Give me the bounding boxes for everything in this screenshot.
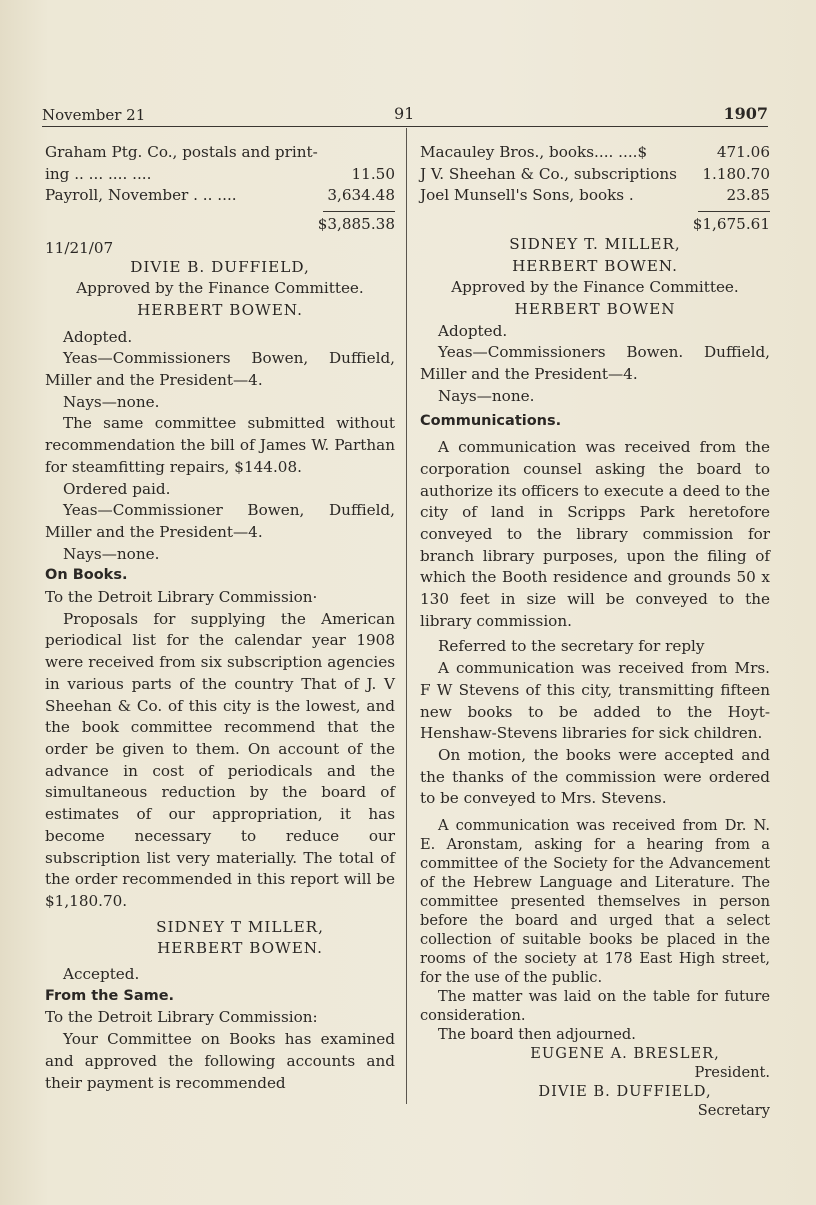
page-header <box>42 102 768 127</box>
signature: HERBERT BOWEN. <box>137 300 303 319</box>
dense-section <box>420 816 770 1120</box>
signature: SIDNEY T. MILLER, <box>509 234 681 253</box>
adopted-line: Adopted. <box>63 327 133 346</box>
account-amount: 11.50 <box>351 164 395 183</box>
ordered-line: Ordered paid. <box>63 479 171 498</box>
date-line: 11/21/07 <box>45 238 114 257</box>
account-amount: 23.85 <box>726 186 770 205</box>
salutation: To the Detroit Library Commission· <box>45 588 318 607</box>
nays-line: Nays—none. <box>438 386 535 405</box>
adjourned-line: The board then adjourned. <box>438 1026 636 1044</box>
account-label: Macauley Bros., books.... ....$ <box>420 143 648 161</box>
account-total: $3,885.38 <box>317 215 395 234</box>
paragraph: The same committee submitted without recommendation the bill of James W. Parthan for steamfitting repairs, $144.08. <box>45 414 395 476</box>
account-label: Joel Munsell's Sons, books . <box>420 186 634 205</box>
account-amount: 471.06 <box>716 143 770 161</box>
signature: HERBERT BOWEN. <box>157 939 323 958</box>
section-heading: On Books. <box>45 567 128 584</box>
paragraph: A communication was received from Mrs. F W Stevens of this city, transmitting fifteen new books to be added to the Hoyt-Henshaw-Stevens libraries for sick children. <box>420 659 770 743</box>
signature: SIDNEY T MILLER, <box>156 917 324 936</box>
account-amount: 1.180.70 <box>702 164 770 183</box>
right-column <box>420 142 770 1120</box>
account-total: $1,675.61 <box>692 215 770 234</box>
accepted-line: Accepted. <box>63 965 140 984</box>
column-divider <box>406 128 407 1104</box>
paragraph: A communication was received from Dr. N. E. Aronstam, asking for a hearing from a committee of the Society for the Advancement of the Hebrew Language and Literature. The committee presented themselves in person before the board and urged that a select collection of suitable books be placed in the rooms of the society at 178 East High street, for the use of the public. <box>420 817 770 987</box>
account-line: Graham Ptg. Co., postals and print- <box>45 143 318 161</box>
account-row <box>420 164 770 186</box>
approval-line: Approved by the Finance Committee. <box>451 278 739 297</box>
referred-line: Referred to the secretary for reply <box>438 637 705 656</box>
signature-title: Secretary <box>697 1102 770 1120</box>
signature: HERBERT BOWEN. <box>512 256 678 275</box>
account-label: J V. Sheehan & Co., subscriptions <box>420 164 677 183</box>
paragraph: A communication was received from the corporation counsel asking the board to authorize its officers to execute a deed to the city of land in Scripps Park heretofore conveyed to the library commission for branch library purposes, upon the filing of which the Booth residence and grounds 50 x 130 feet in size will be conveyed to the library commission. <box>420 438 770 630</box>
signature-title: President. <box>694 1064 770 1082</box>
header-date: November 21 <box>42 106 146 124</box>
adopted-line: Adopted. <box>438 321 508 340</box>
header-year: 1907 <box>723 104 768 123</box>
signature: EUGENE A. BRESLER, <box>530 1045 720 1063</box>
account-amount: 3,634.48 <box>327 186 395 205</box>
page-number: 91 <box>394 104 415 123</box>
paragraph: Your Committee on Books has examined and approved the following accounts and their payment is recommended <box>45 1030 395 1092</box>
paragraph: Proposals for supplying the American periodical list for the calendar year 1908 were received from six subscription agencies in various parts of the country That of J. V Sheehan & Co. of this city is the lowest, and the book committee recommend that the order be given to them. On account of the advance in cost of periodicals and the simultaneous reduction by the board of estimates of our appropriation, it has become necessary to reduce our subscription list very materially. The total of the order recommended in this report will be $1,180.70. <box>45 609 395 910</box>
sum-rule <box>323 211 395 212</box>
account-row <box>45 164 395 186</box>
signature: DIVIE B. DUFFIELD, <box>130 257 310 276</box>
account-label: Payroll, November . .. .... <box>45 186 237 205</box>
paragraph: The matter was laid on the table for future consideration. <box>420 988 770 1025</box>
paragraph: On motion, the books were accepted and the thanks of the commission were ordered to be conveyed to Mrs. Stevens. <box>420 745 770 808</box>
sum-rule <box>698 211 770 212</box>
signature: DIVIE B. DUFFIELD, <box>538 1083 712 1101</box>
nays-line: Nays—none. <box>63 392 160 411</box>
left-column <box>45 142 395 1094</box>
yeas-line: Yeas—Commissioners Bowen. Duffield, Miller and the President—4. <box>420 343 770 384</box>
account-row <box>420 185 770 207</box>
account-row <box>420 142 770 164</box>
nays-line: Nays—none. <box>63 544 160 563</box>
section-heading: Communications. <box>420 413 562 430</box>
yeas-line: Yeas—Commissioner Bowen, Duffield, Miller and the President—4. <box>45 501 395 541</box>
account-label: ing .. ... .... .... <box>45 164 152 183</box>
approval-line: Approved by the Finance Committee. <box>76 279 364 298</box>
section-heading: From the Same. <box>45 987 175 1004</box>
signature: HERBERT BOWEN <box>514 299 676 318</box>
yeas-line: Yeas—Commissioners Bowen, Duffield, Miller and the President—4. <box>45 349 395 390</box>
salutation: To the Detroit Library Commission: <box>45 1008 318 1027</box>
account-row <box>45 185 395 207</box>
